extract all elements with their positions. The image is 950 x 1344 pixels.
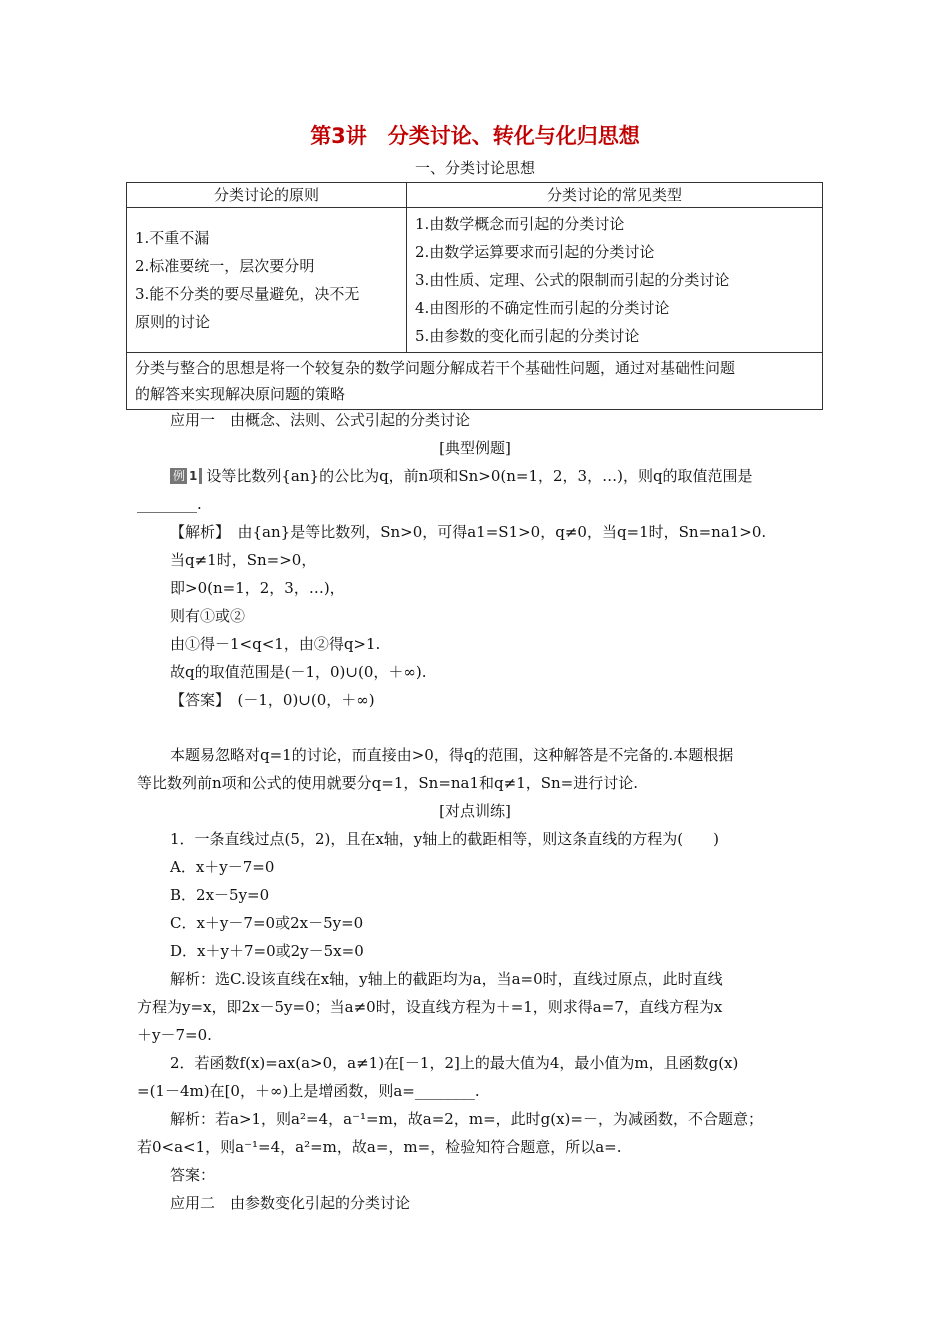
question-1-solution-line-2: 方程为y=x，即2x－5y=0；当a≠0时，设直线方程为＋=1，则求得a=7，直线方程为x: [137, 998, 723, 1016]
question-2-solution-line-1: 解析：若a>1，则a²=4，a⁻¹=m，故a=2，m=，此时g(x)=－，为减函数，不合题意；: [170, 1110, 763, 1128]
solution-line-2: 当q≠1时，Sn=>0，: [170, 551, 317, 569]
example-badge: [170, 468, 202, 484]
example-badge-label: 例: [173, 469, 186, 483]
principle-item: 1.不重不漏: [135, 229, 210, 247]
application-two-heading: 应用二 由参数变化引起的分类讨论: [170, 1194, 411, 1212]
solution-line-5: 由①得－1<q<1，由②得q>1.: [170, 635, 381, 653]
example-1-text: 设等比数列{an}的公比为q，前n项和Sn>0(n=1，2，3，…)，则q的取值范围是: [206, 467, 753, 485]
example-badge-number: 1: [189, 469, 198, 483]
principle-item: 2.标准要统一，层次要分明: [135, 257, 315, 275]
question-1-solution-line-3: ＋y－7=0.: [137, 1026, 212, 1044]
answer-line: 【答案】 (－1，0)∪(0，＋∞): [170, 691, 375, 709]
question-1-solution-line-1: 解析：选C.设该直线在x轴，y轴上的截距均为a，当a=0时，直线过原点，此时直线: [170, 970, 723, 988]
solution-line-1: 【解析】 由{an}是等比数列，Sn>0，可得a1=S1>0，q≠0，当q=1时，Sn=na1>0.: [170, 523, 767, 541]
type-item: 5.由参数的变化而引起的分类讨论: [415, 327, 640, 345]
type-item: 3.由性质、定理、公式的限制而引起的分类讨论: [415, 271, 730, 289]
note-line-2: 等比数列前n项和公式的使用就要分q=1，Sn=na1和q≠1，Sn=进行讨论.: [137, 774, 639, 792]
solution-line-4: 则有①或②: [170, 607, 246, 625]
summary-cell: [127, 353, 823, 410]
classification-table: [126, 182, 823, 410]
principles-cell: [127, 208, 407, 353]
types-cell: [407, 208, 823, 353]
type-item: 2.由数学运算要求而引起的分类讨论: [415, 243, 655, 261]
training-heading: [对点训练]: [439, 802, 511, 820]
question-2-answer: 答案：: [170, 1166, 216, 1184]
example-1-question: [170, 466, 753, 486]
example-1-blank: ________.: [137, 495, 202, 513]
question-1-option-a: A．x＋y－7=0: [170, 858, 275, 876]
question-1: 1．一条直线过点(5，2)，且在x轴，y轴上的截距相等，则这条直线的方程为( ): [170, 830, 719, 848]
solution-line-6: 故q的取值范围是(－1，0)∪(0，＋∞).: [170, 663, 427, 681]
question-2-line-2: =(1－4m)在[0，＋∞)上是增函数，则a=________.: [137, 1082, 480, 1100]
note-line-1: 本题易忽略对q=1的讨论，而直接由>0，得q的范围，这种解答是不完备的.本题根据: [170, 746, 734, 764]
question-1-option-c: C．x＋y－7=0或2x－5y=0: [170, 914, 364, 932]
type-item: 1.由数学概念而引起的分类讨论: [415, 215, 625, 233]
principle-item: 3.能不分类的要尽量避免，决不无: [135, 285, 360, 303]
question-1-option-d: D．x＋y＋7=0或2y－5x=0: [170, 942, 364, 960]
table-header-principles: 分类讨论的原则: [127, 183, 407, 208]
table-header-types: 分类讨论的常见类型: [407, 183, 823, 208]
solution-line-3: 即>0(n=1，2，3，…)，: [170, 579, 345, 597]
question-1-option-b: B．2x－5y=0: [170, 886, 270, 904]
typical-examples-heading: [典型例题]: [439, 439, 511, 457]
page-title: 第3讲 分类讨论、转化与化归思想: [310, 124, 640, 148]
type-item: 4.由图形的不确定性而引起的分类讨论: [415, 299, 670, 317]
section-heading: 一、分类讨论思想: [414, 159, 535, 177]
application-one-heading: 应用一 由概念、法则、公式引起的分类讨论: [170, 411, 471, 429]
summary-line: 分类与整合的思想是将一个较复杂的数学问题分解成若干个基础性问题，通过对基础性问题: [135, 359, 736, 377]
question-2-solution-line-2: 若0<a<1，则a⁻¹=4，a²=m，故a=，m=，检验知符合题意，所以a=.: [137, 1138, 622, 1156]
principle-item: 原则的讨论: [135, 313, 211, 331]
summary-line: 的解答来实现解决原问题的策略: [135, 385, 346, 403]
question-2-line-1: 2．若函数f(x)=ax(a>0，a≠1)在[－1，2]上的最大值为4，最小值为m，且函数g(x): [170, 1054, 739, 1072]
